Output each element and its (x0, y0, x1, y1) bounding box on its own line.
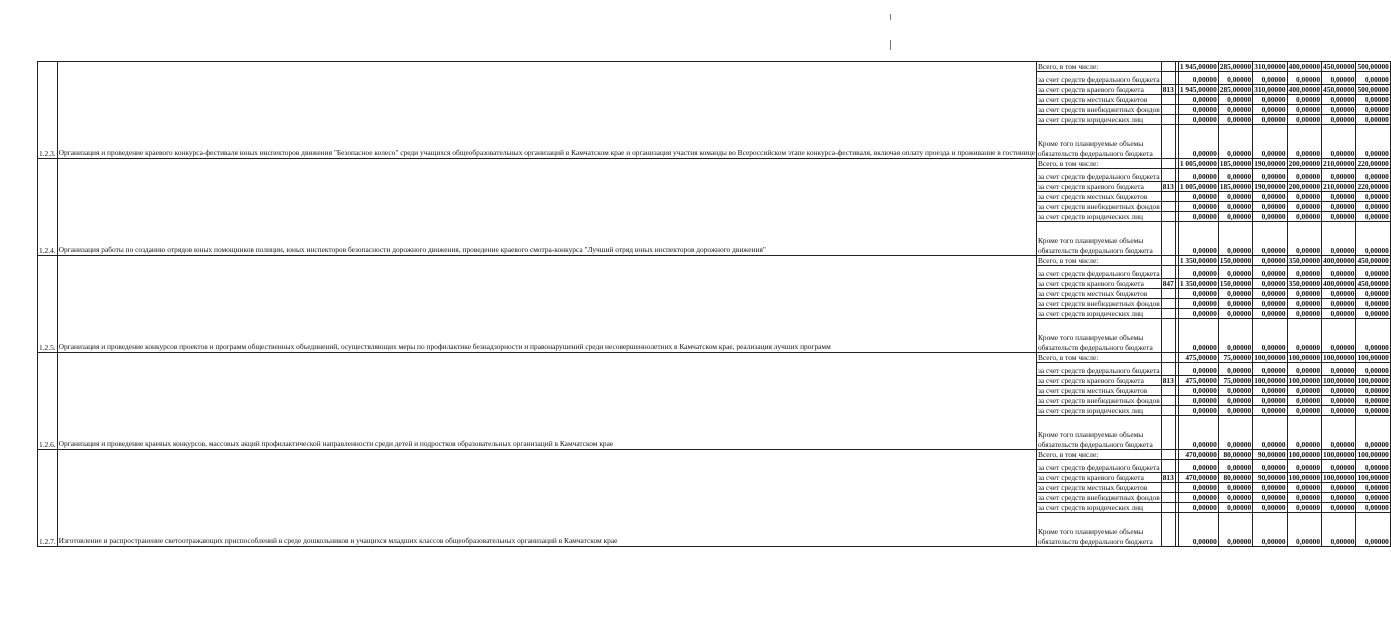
budget-code-cell (1161, 319, 1175, 353)
amount-year-5: 0,00000 (1356, 386, 1390, 396)
amount-year-1: 0,00000 (1218, 289, 1252, 299)
funding-source-local: за счет средств местных бюджетов (1036, 289, 1161, 299)
amount-total: 0,00000 (1178, 483, 1218, 493)
budget-code-cell (1161, 222, 1175, 256)
item-title: Организация работы по созданию отрядов юных помощников полиции, юных инспекторов безопасности дорожного движения, проведение краевого смотра-конкурса "Лучший отряд юных инспекторов дорожного движения" (57, 159, 1036, 256)
amount-year-2: 100,00000 (1254, 353, 1286, 362)
amount-year-3: 400,00000 (1288, 85, 1321, 94)
amount-total: 0,00000 (1178, 319, 1218, 353)
budget-code-cell (1161, 363, 1175, 376)
amount-year-4: 100,00000 (1323, 376, 1355, 385)
amount-year-4: 0,00000 (1322, 125, 1356, 159)
amount-year-5: 0,00000 (1356, 72, 1390, 85)
amount-year-5: 500,00000 (1357, 62, 1389, 71)
amount-year-2: 190,00000 (1254, 182, 1286, 191)
amount-year-3: 0,00000 (1287, 319, 1321, 353)
budget-code-cell (1161, 95, 1175, 105)
amount-year-4: 0,00000 (1322, 266, 1356, 279)
amount-year-3: 350,00000 (1288, 256, 1321, 265)
budget-code-cell: 847 (1162, 279, 1174, 288)
funding-source-offbudget: за счет средств внебюджетных фондов (1037, 202, 1160, 211)
amount-year-5: 0,00000 (1356, 266, 1390, 279)
amount-year-2: 0,00000 (1253, 115, 1287, 125)
amount-year-5: 0,00000 (1356, 416, 1390, 450)
amount-year-4: 0,00000 (1322, 319, 1356, 353)
amount-year-4: 0,00000 (1322, 72, 1356, 85)
amount-year-4: 0,00000 (1322, 460, 1356, 473)
amount-year-3: 0,00000 (1287, 95, 1321, 105)
amount-year-1: 0,00000 (1218, 202, 1252, 212)
amount-year-4: 400,00000 (1323, 279, 1355, 288)
amount-year-3: 0,00000 (1287, 115, 1321, 125)
amount-year-2: 0,00000 (1253, 212, 1287, 222)
amount-year-1: 0,00000 (1218, 406, 1252, 416)
amount-year-5: 100,00000 (1357, 353, 1389, 362)
amount-year-4: 0,00000 (1322, 503, 1356, 513)
budget-code-cell (1161, 192, 1175, 202)
amount-year-2: 0,00000 (1253, 460, 1287, 473)
amount-year-1: 0,00000 (1218, 95, 1252, 105)
budget-code-cell (1161, 309, 1175, 319)
amount-year-3: 400,00000 (1288, 62, 1321, 71)
amount-year-3: 0,00000 (1287, 406, 1321, 416)
amount-year-3: 0,00000 (1287, 309, 1321, 319)
budget-code-cell (1161, 256, 1175, 266)
funding-source-local: за счет средств местных бюджетов (1036, 483, 1161, 493)
amount-year-5: 220,00000 (1357, 159, 1389, 168)
budget-code-cell: 813 (1162, 182, 1174, 191)
amount-year-1: 185,00000 (1219, 182, 1252, 191)
amount-total: 470,00000 (1178, 450, 1218, 460)
table-row (38, 353, 1391, 363)
amount-year-1: 0,00000 (1218, 72, 1252, 85)
amount-year-5: 0,00000 (1356, 503, 1390, 513)
funding-source-regional: за счет средств краевого бюджета (1036, 376, 1161, 386)
budget-code-cell (1161, 62, 1175, 72)
table-row (38, 159, 1391, 169)
amount-total: 1 350,00000 (1179, 279, 1217, 288)
funding-source-offbudget: за счет средств внебюджетных фондов (1037, 396, 1160, 405)
amount-total: 0,00000 (1178, 222, 1218, 256)
scan-mark-middle (890, 40, 891, 50)
budget-code-cell (1161, 289, 1175, 299)
amount-total: 0,00000 (1178, 72, 1218, 85)
amount-total: 0,00000 (1178, 460, 1218, 473)
budget-code-cell (1161, 416, 1175, 450)
amount-year-3: 0,00000 (1287, 503, 1321, 513)
amount-year-3: 0,00000 (1287, 125, 1321, 159)
scan-mark-top (890, 14, 891, 20)
amount-total: 0,00000 (1178, 115, 1218, 125)
amount-year-2: 0,00000 (1253, 363, 1287, 376)
amount-year-1: 150,00000 (1219, 279, 1252, 288)
amount-year-4: 0,00000 (1322, 289, 1356, 299)
funding-source-local: за счет средств местных бюджетов (1036, 386, 1161, 396)
funding-source-legal: за счет средств юридических лиц (1036, 309, 1161, 319)
amount-year-2: 0,00000 (1253, 222, 1287, 256)
amount-year-4: 0,00000 (1322, 169, 1356, 182)
amount-year-1: 185,00000 (1219, 159, 1252, 168)
funding-source-legal: за счет средств юридических лиц (1036, 406, 1161, 416)
amount-year-2: 100,00000 (1254, 376, 1286, 385)
amount-year-2: 0,00000 (1253, 279, 1287, 289)
amount-total: 1 350,00000 (1179, 256, 1217, 265)
amount-year-3: 0,00000 (1287, 416, 1321, 450)
amount-year-4: 100,00000 (1323, 353, 1355, 362)
amount-year-2: 0,00000 (1253, 513, 1287, 547)
funding-source-federal: за счет средств федерального бюджета (1036, 460, 1161, 473)
amount-year-4: 0,00000 (1322, 192, 1356, 202)
amount-year-1: 0,00000 (1218, 416, 1252, 450)
funding-source-local: за счет средств местных бюджетов (1036, 192, 1161, 202)
amount-year-4: 400,00000 (1323, 256, 1355, 265)
amount-total: 0,00000 (1178, 266, 1218, 279)
funding-source-federal: за счет средств федерального бюджета (1036, 266, 1161, 279)
amount-year-3: 0,00000 (1287, 513, 1321, 547)
amount-year-3: 0,00000 (1287, 460, 1321, 473)
amount-year-2: 0,00000 (1253, 503, 1287, 513)
amount-year-4: 0,00000 (1322, 115, 1356, 125)
amount-total: 0,00000 (1178, 125, 1218, 159)
funding-source-total: Всего, в том числе: (1036, 159, 1161, 169)
amount-year-4: 210,00000 (1323, 159, 1355, 168)
amount-total: 0,00000 (1178, 363, 1218, 376)
amount-total: 0,00000 (1178, 493, 1218, 503)
budget-code-cell (1161, 450, 1175, 460)
amount-year-2: 0,00000 (1253, 289, 1287, 299)
table-row (38, 256, 1391, 266)
amount-year-3: 100,00000 (1288, 450, 1321, 459)
amount-year-4: 0,00000 (1322, 406, 1356, 416)
amount-total: 0,00000 (1178, 406, 1218, 416)
amount-year-3: 200,00000 (1288, 182, 1321, 191)
amount-year-2: 0,00000 (1253, 202, 1287, 212)
budget-body (38, 62, 1391, 547)
amount-year-2: 190,00000 (1254, 159, 1286, 168)
amount-year-5: 0,00000 (1356, 105, 1390, 115)
amount-year-1: 0,00000 (1218, 299, 1252, 309)
amount-year-2: 0,00000 (1253, 95, 1287, 105)
amount-total: 1 945,00000 (1179, 85, 1217, 94)
funding-source-total: Всего, в том числе: (1036, 256, 1161, 266)
amount-year-4: 0,00000 (1322, 483, 1356, 493)
amount-year-1: 80,00000 (1218, 473, 1252, 483)
budget-code-cell (1161, 493, 1175, 503)
amount-year-1: 75,00000 (1218, 376, 1252, 386)
amount-year-5: 0,00000 (1356, 483, 1390, 493)
amount-year-5: 0,00000 (1356, 115, 1390, 125)
amount-year-2: 0,00000 (1253, 406, 1287, 416)
budget-code-cell: 813 (1162, 85, 1174, 94)
item-number: 1.2.6. (38, 353, 58, 450)
amount-total: 0,00000 (1178, 503, 1218, 513)
amount-total: 0,00000 (1178, 386, 1218, 396)
amount-year-3: 0,00000 (1287, 222, 1321, 256)
amount-year-2: 0,00000 (1253, 72, 1287, 85)
amount-total: 0,00000 (1178, 299, 1218, 309)
amount-year-4: 100,00000 (1323, 473, 1355, 482)
amount-year-2: 0,00000 (1253, 483, 1287, 493)
budget-code-cell (1161, 169, 1175, 182)
budget-code-cell (1161, 202, 1175, 212)
amount-year-3: 0,00000 (1287, 483, 1321, 493)
amount-year-5: 0,00000 (1356, 95, 1390, 105)
amount-year-5: 220,00000 (1357, 182, 1389, 191)
amount-year-5: 0,00000 (1356, 396, 1390, 406)
amount-year-2: 0,00000 (1253, 169, 1287, 182)
amount-year-1: 0,00000 (1218, 309, 1252, 319)
budget-code-cell (1161, 72, 1175, 85)
amount-year-4: 0,00000 (1322, 202, 1356, 212)
amount-year-1: 0,00000 (1218, 513, 1252, 547)
amount-year-3: 100,00000 (1288, 376, 1321, 385)
amount-year-4: 0,00000 (1322, 416, 1356, 450)
amount-year-5: 0,00000 (1356, 192, 1390, 202)
amount-year-3: 0,00000 (1287, 212, 1321, 222)
funding-source-federal: за счет средств федерального бюджета (1036, 363, 1161, 376)
table-row (38, 62, 1391, 72)
amount-year-1: 0,00000 (1218, 460, 1252, 473)
amount-year-4: 0,00000 (1322, 222, 1356, 256)
amount-year-4: 0,00000 (1322, 513, 1356, 547)
budget-code-cell (1161, 105, 1175, 115)
funding-source-offbudget: за счет средств внебюджетных фондов (1037, 299, 1160, 308)
amount-year-5: 450,00000 (1357, 279, 1389, 288)
budget-code-cell (1161, 503, 1175, 513)
amount-year-5: 100,00000 (1357, 473, 1389, 482)
amount-year-5: 0,00000 (1356, 309, 1390, 319)
funding-source-federal-extra: Кроме того планируемые объемы обязательств федерального бюджета (1036, 513, 1161, 547)
amount-year-2: 0,00000 (1253, 396, 1287, 406)
funding-source-local: за счет средств местных бюджетов (1036, 95, 1161, 105)
amount-total: 475,00000 (1178, 353, 1218, 363)
amount-year-2: 0,00000 (1253, 125, 1287, 159)
amount-year-2: 310,00000 (1254, 85, 1286, 94)
amount-year-1: 0,00000 (1218, 169, 1252, 182)
amount-year-3: 100,00000 (1288, 353, 1321, 362)
amount-year-3: 0,00000 (1287, 396, 1321, 406)
budget-code-cell (1161, 483, 1175, 493)
amount-year-5: 0,00000 (1356, 289, 1390, 299)
amount-year-2: 0,00000 (1253, 266, 1287, 279)
budget-code-cell (1161, 353, 1175, 363)
amount-year-1: 0,00000 (1218, 319, 1252, 353)
amount-year-5: 0,00000 (1356, 202, 1390, 212)
amount-total: 0,00000 (1178, 513, 1218, 547)
amount-year-2: 0,00000 (1253, 309, 1287, 319)
amount-total: 0,00000 (1178, 169, 1218, 182)
amount-year-3: 0,00000 (1287, 363, 1321, 376)
budget-code-cell (1161, 125, 1175, 159)
amount-year-2: 90,00000 (1253, 450, 1287, 460)
amount-year-2: 90,00000 (1253, 473, 1287, 483)
amount-year-2: 0,00000 (1253, 192, 1287, 202)
amount-year-2: 310,00000 (1254, 62, 1286, 71)
item-number: 1.2.5. (38, 256, 58, 353)
budget-code-cell: 813 (1162, 473, 1174, 482)
amount-year-4: 0,00000 (1322, 386, 1356, 396)
amount-year-1: 0,00000 (1218, 386, 1252, 396)
amount-total: 0,00000 (1178, 212, 1218, 222)
amount-total: 0,00000 (1178, 105, 1218, 115)
amount-year-5: 0,00000 (1356, 299, 1390, 309)
amount-year-5: 0,00000 (1356, 212, 1390, 222)
amount-year-4: 450,00000 (1323, 62, 1355, 71)
amount-total: 0,00000 (1178, 289, 1218, 299)
amount-year-5: 0,00000 (1356, 319, 1390, 353)
budget-table (37, 61, 1391, 547)
amount-year-3: 0,00000 (1287, 72, 1321, 85)
amount-total: 0,00000 (1178, 95, 1218, 105)
amount-year-1: 0,00000 (1218, 503, 1252, 513)
budget-code-cell (1161, 212, 1175, 222)
amount-year-5: 0,00000 (1356, 222, 1390, 256)
amount-year-3: 0,00000 (1287, 169, 1321, 182)
amount-year-2: 0,00000 (1253, 319, 1287, 353)
funding-source-total: Всего, в том числе: (1036, 450, 1161, 460)
amount-year-1: 0,00000 (1218, 483, 1252, 493)
budget-code-cell (1161, 406, 1175, 416)
amount-year-5: 500,00000 (1357, 85, 1389, 94)
amount-year-1: 0,00000 (1218, 125, 1252, 159)
amount-year-4: 0,00000 (1322, 309, 1356, 319)
amount-year-4: 100,00000 (1323, 450, 1355, 459)
amount-year-3: 0,00000 (1287, 289, 1321, 299)
amount-total: 470,00000 (1178, 473, 1218, 483)
item-title: Изготовление и распространение светоотражающих приспособлений в среде дошкольников и учащихся младших классов общеобразовательных организаций в Камчатском крае (57, 450, 1036, 547)
budget-code-cell: 813 (1162, 376, 1174, 385)
amount-year-1: 0,00000 (1218, 212, 1252, 222)
budget-code-cell (1161, 396, 1175, 406)
amount-year-3: 350,00000 (1288, 279, 1321, 288)
amount-year-1: 80,00000 (1218, 450, 1252, 460)
amount-year-1: 285,00000 (1219, 85, 1252, 94)
amount-year-5: 0,00000 (1356, 493, 1390, 503)
amount-total: 1 005,00000 (1179, 182, 1217, 191)
funding-source-regional: за счет средств краевого бюджета (1036, 473, 1161, 483)
budget-code-cell (1161, 159, 1175, 169)
amount-year-4: 0,00000 (1322, 95, 1356, 105)
funding-source-federal-extra: Кроме того планируемые объемы обязательств федерального бюджета (1036, 125, 1161, 159)
amount-year-4: 0,00000 (1322, 212, 1356, 222)
funding-source-federal-extra: Кроме того планируемые объемы обязательств федерального бюджета (1036, 416, 1161, 450)
funding-source-federal-extra: Кроме того планируемые объемы обязательств федерального бюджета (1036, 222, 1161, 256)
amount-year-4: 0,00000 (1322, 493, 1356, 503)
budget-code-cell (1161, 299, 1175, 309)
budget-code-cell (1161, 386, 1175, 396)
amount-year-3: 100,00000 (1288, 473, 1321, 482)
amount-year-4: 0,00000 (1322, 105, 1356, 115)
amount-year-5: 0,00000 (1356, 460, 1390, 473)
amount-year-3: 0,00000 (1287, 202, 1321, 212)
amount-year-5: 0,00000 (1356, 169, 1390, 182)
item-title: Организация и проведение краевого конкурса-фестиваля юных инспекторов движения "Безопасное колесо" среди учащихся общеобразовательных организаций в Камчатском крае и организация участия команды во Всероссийском этапе конкурса-фестиваля, включая оплату проезда и проживание в гостинице (57, 62, 1036, 159)
funding-source-total: Всего, в том числе: (1036, 353, 1161, 363)
item-title: Организация и проведение краевых конкурсов, массовых акций профилактической направленности среди детей и подростков образовательных организаций в Камчатском крае (57, 353, 1036, 450)
amount-year-5: 0,00000 (1356, 406, 1390, 416)
amount-year-2: 0,00000 (1253, 416, 1287, 450)
amount-year-4: 210,00000 (1323, 182, 1355, 191)
amount-year-1: 0,00000 (1218, 105, 1252, 115)
funding-source-regional: за счет средств краевого бюджета (1036, 85, 1161, 95)
amount-year-3: 0,00000 (1287, 493, 1321, 503)
budget-code-cell (1161, 115, 1175, 125)
item-title: Организация и проведение конкурсов проектов и программ общественных объединений, осуществляющих меры по профилактике безнадзорности и правонарушений среди несовершеннолетних в Камчатском крае, реализация лучших программ (57, 256, 1036, 353)
funding-source-total: Всего, в том числе: (1036, 62, 1161, 72)
amount-year-3: 0,00000 (1287, 299, 1321, 309)
funding-source-regional: за счет средств краевого бюджета (1036, 182, 1161, 192)
amount-year-4: 0,00000 (1322, 363, 1356, 376)
item-number: 1.2.4. (38, 159, 58, 256)
amount-total: 0,00000 (1178, 202, 1218, 212)
amount-year-4: 450,00000 (1323, 85, 1355, 94)
funding-source-legal: за счет средств юридических лиц (1036, 503, 1161, 513)
funding-source-offbudget: за счет средств внебюджетных фондов (1037, 493, 1160, 502)
amount-year-5: 0,00000 (1356, 125, 1390, 159)
amount-year-1: 75,00000 (1218, 353, 1252, 363)
amount-year-1: 285,00000 (1219, 62, 1252, 71)
budget-code-cell (1161, 266, 1175, 279)
amount-year-1: 0,00000 (1218, 222, 1252, 256)
funding-source-federal: за счет средств федерального бюджета (1036, 72, 1161, 85)
amount-year-4: 0,00000 (1322, 299, 1356, 309)
amount-year-5: 100,00000 (1357, 376, 1389, 385)
amount-year-1: 0,00000 (1218, 266, 1252, 279)
funding-source-federal-extra: Кроме того планируемые объемы обязательств федерального бюджета (1036, 319, 1161, 353)
amount-year-2: 0,00000 (1253, 386, 1287, 396)
amount-year-5: 0,00000 (1356, 513, 1390, 547)
funding-source-offbudget: за счет средств внебюджетных фондов (1037, 105, 1160, 114)
amount-year-2: 0,00000 (1253, 256, 1287, 266)
funding-source-regional: за счет средств краевого бюджета (1036, 279, 1161, 289)
amount-year-1: 0,00000 (1218, 363, 1252, 376)
amount-total: 0,00000 (1178, 192, 1218, 202)
amount-year-3: 0,00000 (1287, 266, 1321, 279)
item-number: 1.2.3. (38, 62, 58, 159)
funding-source-legal: за счет средств юридических лиц (1036, 212, 1161, 222)
amount-year-5: 450,00000 (1357, 256, 1389, 265)
amount-year-3: 0,00000 (1287, 105, 1321, 115)
amount-year-5: 100,00000 (1357, 450, 1389, 459)
amount-year-1: 0,00000 (1218, 396, 1252, 406)
amount-total: 1 005,00000 (1179, 159, 1217, 168)
amount-year-2: 0,00000 (1253, 493, 1287, 503)
amount-total: 0,00000 (1178, 309, 1218, 319)
amount-total: 0,00000 (1178, 416, 1218, 450)
amount-year-5: 0,00000 (1356, 363, 1390, 376)
amount-total: 1 945,00000 (1179, 62, 1217, 71)
amount-year-3: 200,00000 (1288, 159, 1321, 168)
amount-year-2: 0,00000 (1253, 105, 1287, 115)
funding-source-legal: за счет средств юридических лиц (1036, 115, 1161, 125)
amount-total: 475,00000 (1178, 376, 1218, 386)
amount-year-4: 0,00000 (1322, 396, 1356, 406)
amount-year-3: 0,00000 (1287, 192, 1321, 202)
amount-total: 0,00000 (1178, 396, 1218, 406)
budget-code-cell (1161, 460, 1175, 473)
amount-year-1: 0,00000 (1218, 493, 1252, 503)
amount-year-3: 0,00000 (1287, 386, 1321, 396)
item-number: 1.2.7. (38, 450, 58, 547)
budget-code-cell (1161, 513, 1175, 547)
amount-year-1: 150,00000 (1219, 256, 1252, 265)
table-row (38, 450, 1391, 460)
amount-year-1: 0,00000 (1218, 192, 1252, 202)
amount-year-2: 0,00000 (1253, 299, 1287, 309)
amount-year-1: 0,00000 (1218, 115, 1252, 125)
funding-source-federal: за счет средств федерального бюджета (1036, 169, 1161, 182)
